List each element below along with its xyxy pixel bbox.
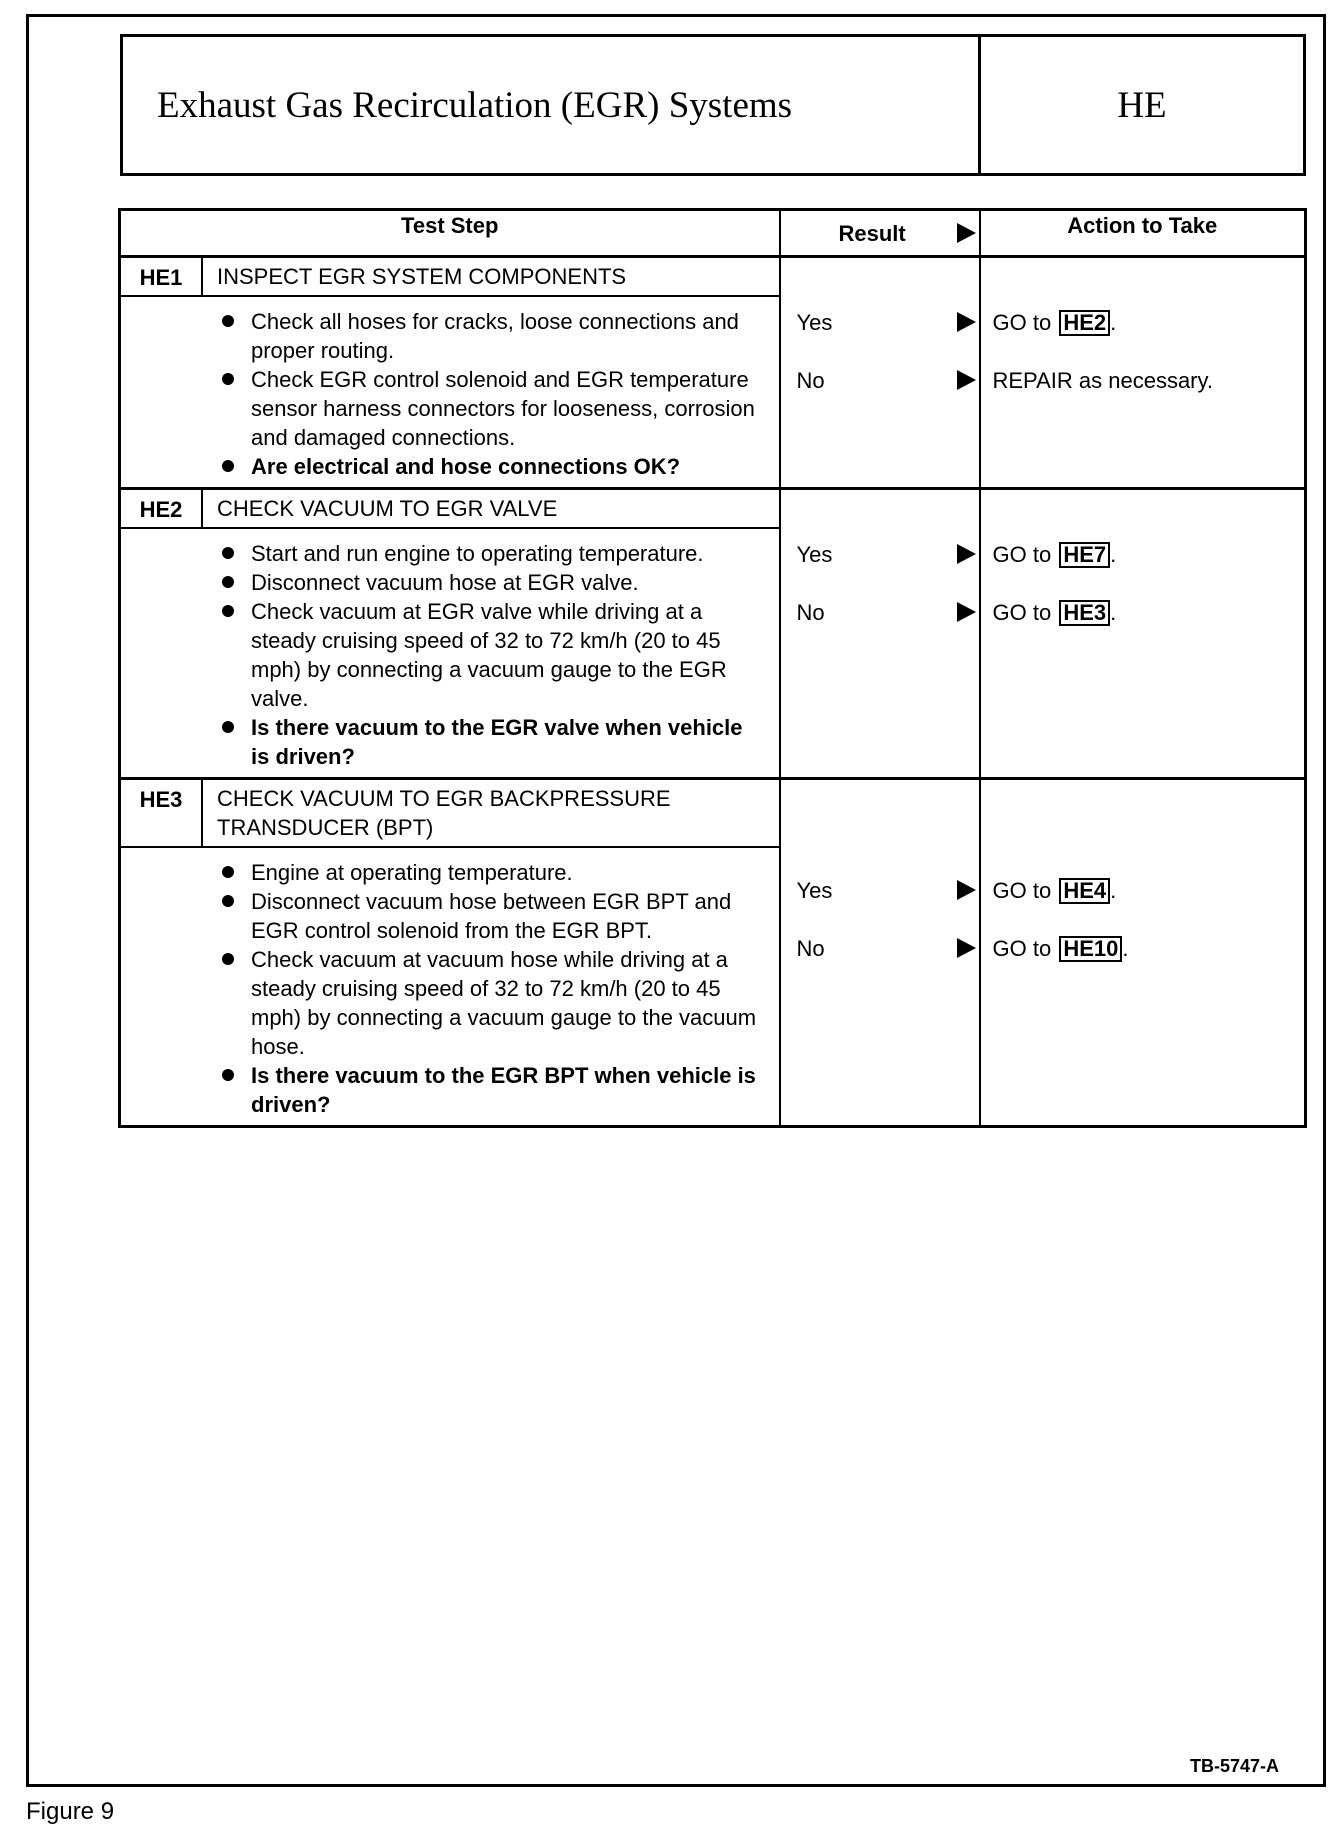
- action-suffix: .: [1110, 310, 1117, 335]
- action-item: [981, 308, 1305, 366]
- right-triangle-arrow-icon: [955, 879, 977, 901]
- table-header-row: [120, 210, 1306, 257]
- step-instruction: Check all hoses for cracks, loose connections and proper routing.: [251, 307, 763, 365]
- figure-caption: Figure 9: [26, 1798, 115, 1825]
- step-title: CHECK VACUUM TO EGR VALVE: [217, 496, 558, 521]
- step-question: Are electrical and hose connections OK?: [251, 452, 763, 481]
- table-row: [120, 779, 1306, 1127]
- result-value: Yes: [796, 310, 833, 335]
- step-id: HE1: [121, 258, 203, 295]
- action-suffix: .: [1110, 542, 1117, 567]
- step-instruction: Disconnect vacuum hose between EGR BPT and EGR control solenoid from the EGR BPT.: [251, 887, 763, 945]
- result-option: [781, 540, 979, 598]
- step-id: HE3: [121, 780, 203, 846]
- test-step-cell: [120, 489, 780, 779]
- test-step-cell: [120, 257, 780, 489]
- step-instruction: Check vacuum at EGR valve while driving at a steady cruising speed of 32 to 72 km/h (20 to 45 mph) by connecting a vacuum gauge to the EGR valve.: [251, 597, 763, 713]
- action-cell: [980, 779, 1306, 1127]
- result-value: No: [796, 368, 825, 393]
- header-result: [780, 210, 980, 257]
- test-step-table: [118, 208, 1307, 1128]
- result-value: No: [796, 600, 825, 625]
- action-text: GO to: [992, 310, 1052, 335]
- step-instructions: [121, 529, 779, 777]
- step-question: Is there vacuum to the EGR valve when vehicle is driven?: [251, 713, 763, 771]
- section-code: HE: [1117, 84, 1167, 126]
- result-option: [781, 308, 979, 366]
- step-reference-link[interactable]: HE7: [1059, 542, 1110, 568]
- step-reference-link[interactable]: HE10: [1059, 936, 1122, 962]
- action-suffix: .: [1110, 600, 1117, 625]
- step-instruction: Check vacuum at vacuum hose while driving at a steady cruising speed of 32 to 72 km/h (20 to 45 mph) by connecting a vacuum gauge to the vacuum hose.: [251, 945, 763, 1061]
- step-instructions: [121, 848, 779, 1125]
- right-triangle-arrow-icon: [955, 311, 977, 333]
- right-triangle-arrow-icon: [955, 937, 977, 959]
- result-option: [781, 598, 979, 656]
- result-cell: [780, 257, 980, 489]
- step-instruction: Check EGR control solenoid and EGR temperature sensor harness connectors for looseness, corrosion and damaged connections.: [251, 365, 763, 452]
- action-cell: [980, 489, 1306, 779]
- title-box: [120, 34, 1306, 176]
- action-suffix: .: [1122, 936, 1129, 961]
- right-triangle-arrow-icon: [955, 601, 977, 623]
- step-reference-link[interactable]: HE3: [1059, 600, 1110, 626]
- step-reference-link[interactable]: HE4: [1059, 878, 1110, 904]
- action-text: GO to: [992, 542, 1052, 567]
- test-step-cell: [120, 779, 780, 1127]
- step-instruction: Start and run engine to operating temperature.: [251, 539, 763, 568]
- step-instruction: Engine at operating temperature.: [251, 858, 763, 887]
- table-row: [120, 489, 1306, 779]
- right-triangle-arrow-icon: [955, 543, 977, 565]
- right-triangle-arrow-icon: [955, 369, 977, 391]
- action-text: GO to: [992, 878, 1052, 903]
- result-cell: [780, 779, 980, 1127]
- header-test-step: Test Step: [120, 210, 780, 257]
- page-title: Exhaust Gas Recirculation (EGR) Systems: [123, 37, 981, 173]
- step-id: HE2: [121, 490, 203, 527]
- header-action: Action to Take: [980, 210, 1306, 257]
- action-text: GO to: [992, 600, 1052, 625]
- step-title: CHECK VACUUM TO EGR BACKPRESSURE TRANSDUCER (BPT): [217, 786, 671, 840]
- step-instruction: Disconnect vacuum hose at EGR valve.: [251, 568, 763, 597]
- step-heading: [121, 490, 779, 529]
- right-triangle-arrow-icon: [955, 222, 977, 244]
- table-row: [120, 257, 1306, 489]
- document-id: TB-5747-A: [1190, 1756, 1280, 1776]
- result-value: Yes: [796, 542, 833, 567]
- step-heading: [121, 780, 779, 848]
- action-suffix: .: [1110, 878, 1117, 903]
- action-text: REPAIR as necessary.: [992, 368, 1213, 393]
- action-text: GO to: [992, 936, 1052, 961]
- result-value: No: [796, 936, 825, 961]
- step-question: Is there vacuum to the EGR BPT when vehicle is driven?: [251, 1061, 763, 1119]
- step-heading: [121, 258, 779, 297]
- result-option: [781, 934, 979, 992]
- step-instructions: [121, 297, 779, 487]
- action-cell: [980, 257, 1306, 489]
- action-item: [981, 598, 1305, 656]
- result-value: Yes: [796, 878, 833, 903]
- action-item: [981, 876, 1305, 934]
- step-title: INSPECT EGR SYSTEM COMPONENTS: [217, 264, 627, 289]
- action-item: [981, 540, 1305, 598]
- action-item: [981, 934, 1305, 992]
- action-item: [981, 366, 1305, 424]
- result-option: [781, 366, 979, 424]
- result-cell: [780, 489, 980, 779]
- result-option: [781, 876, 979, 934]
- header-result-label: Result: [838, 221, 906, 246]
- step-reference-link[interactable]: HE2: [1059, 310, 1110, 336]
